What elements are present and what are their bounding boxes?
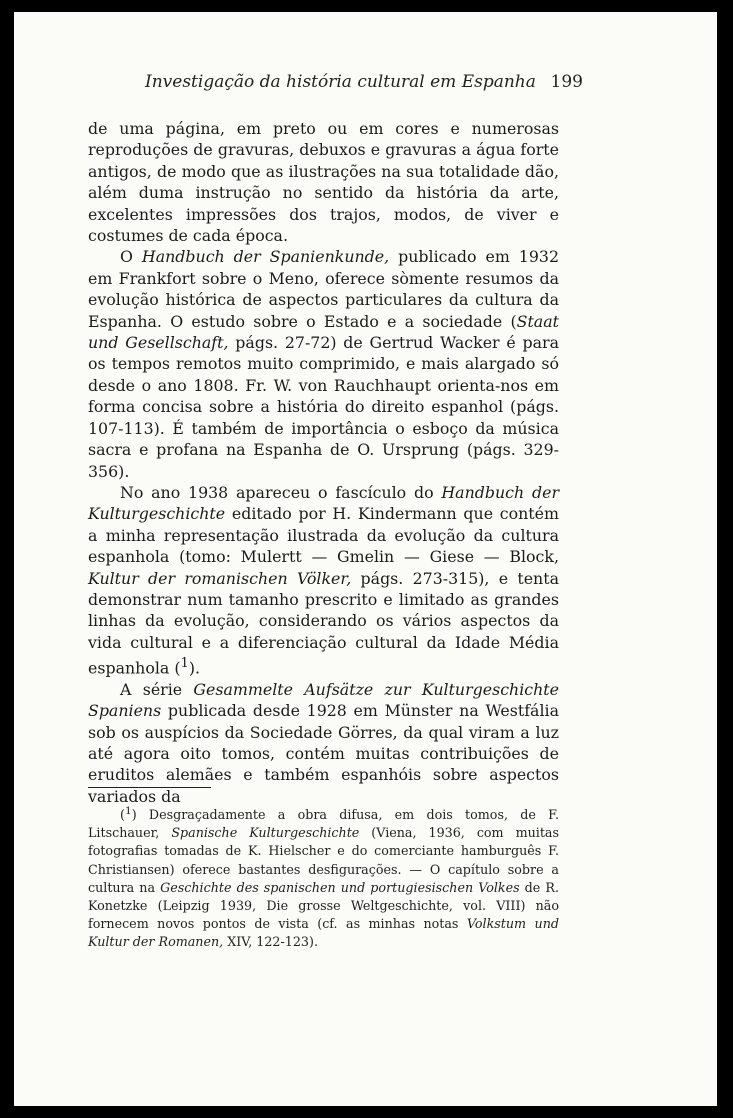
text-run: publicado em 1932 em Frankfort sobre o Meno, oferece sòmente resumos da evolução histórica de aspectos particulares da cultura da Espanha. O estudo sobre o Estado e a sociedade ( <box>88 247 559 331</box>
footnote <box>88 802 559 951</box>
italic-title: Geschichte des spanischen und portugiesischen Volkes <box>160 879 520 895</box>
text-run: de R. Konetzke (Leipzig 1939, Die grosse Weltgeschichte, vol. VIII) não fornecem novos pontos de vista (cf. as minhas notas <box>88 879 559 931</box>
text-run: (Viena, 1936, com muitas fotografias tomadas de K. Hielscher e do comerciante hamburguês F. Christiansen) oferece bastantes desfigurações. — O capítulo sobre a cultura na <box>88 825 560 895</box>
footnotes <box>88 802 559 951</box>
italic-title: Staat und Gesellschaft, <box>88 311 559 353</box>
running-title: Investigação da história cultural em Espanha <box>145 72 536 92</box>
text-run: editado por H. Kindermann que contém a minha representação ilustrada da evolução da cultura espanhola (tomo: Mulertt — Gmelin — Giese — Block, <box>88 504 559 567</box>
text-run: publicada desde 1928 em Münster na Westfália sob os auspícios da Sociedade Görres, da qual viram a luz até agora oito tomos, contém muitas contribuições de eruditos alemães e também espanhóis sobre aspectos variados da <box>88 701 559 806</box>
text-run: ( <box>120 807 125 823</box>
text-run: ). <box>188 658 201 678</box>
italic-title: Kultur der romanischen Völker, <box>88 568 352 588</box>
paragraph <box>88 679 559 807</box>
text-run: No ano 1938 apareceu o fascículo do <box>120 482 442 502</box>
footnote-separator <box>88 787 211 788</box>
running-header <box>145 72 583 92</box>
italic-title: Handbuch der Kulturgeschichte <box>88 482 559 524</box>
footnote-ref: 1 <box>180 656 189 672</box>
text-run: págs. 27-72) de Gertrud Wacker é para os tempos remotos muito comprimido, e mais alargado só desde o ano 1808. Fr. W. von Rauchhaupt orienta-nos em forma concisa sobre a história do direito espanhol (págs. 107-113). É também de importância o esboço da música sacra e profana na Espanha de O. Ursprung (págs. 329-356). <box>88 333 559 481</box>
italic-title: Volkstum und Kultur der Romanen, <box>88 915 559 949</box>
body-text <box>88 118 559 807</box>
page-number: 199 <box>550 72 583 92</box>
text-run: de uma página, em preto ou em cores e numerosas reproduções de gravuras, debuxos e gravuras a água forte antigos, de modo que as ilustrações na sua totalidade dão, além duma instrução no sentido da história da arte, excelentes impressões dos trajos, modos, de viver e costumes de cada época. <box>88 119 559 246</box>
italic-title: Gesammelte Aufsätze zur Kulturgeschichte Spaniens <box>88 679 560 721</box>
italic-title: Handbuch der Spanienkunde, <box>141 247 390 267</box>
book-page <box>14 12 717 1106</box>
paragraph <box>88 118 559 246</box>
paragraph <box>88 482 559 679</box>
paragraph <box>88 246 559 481</box>
text-run: XIV, 122-123). <box>223 933 318 949</box>
italic-title: Spanische Kulturgeschichte <box>171 825 360 841</box>
text-run: págs. 273-315), e tenta demonstrar num tamanho prescrito e limitado as grandes linhas da evolução, considerando os vários aspectos da vida cultural e a diferenciação cultural da Idade Média espanhola ( <box>88 568 559 678</box>
footnote-ref: 1 <box>124 805 132 817</box>
text-run: O <box>120 247 142 267</box>
text-run: ) Desgraçadamente a obra difusa, em dois tomos, de F. Litschauer, <box>88 807 559 841</box>
text-run: A série <box>120 679 194 699</box>
